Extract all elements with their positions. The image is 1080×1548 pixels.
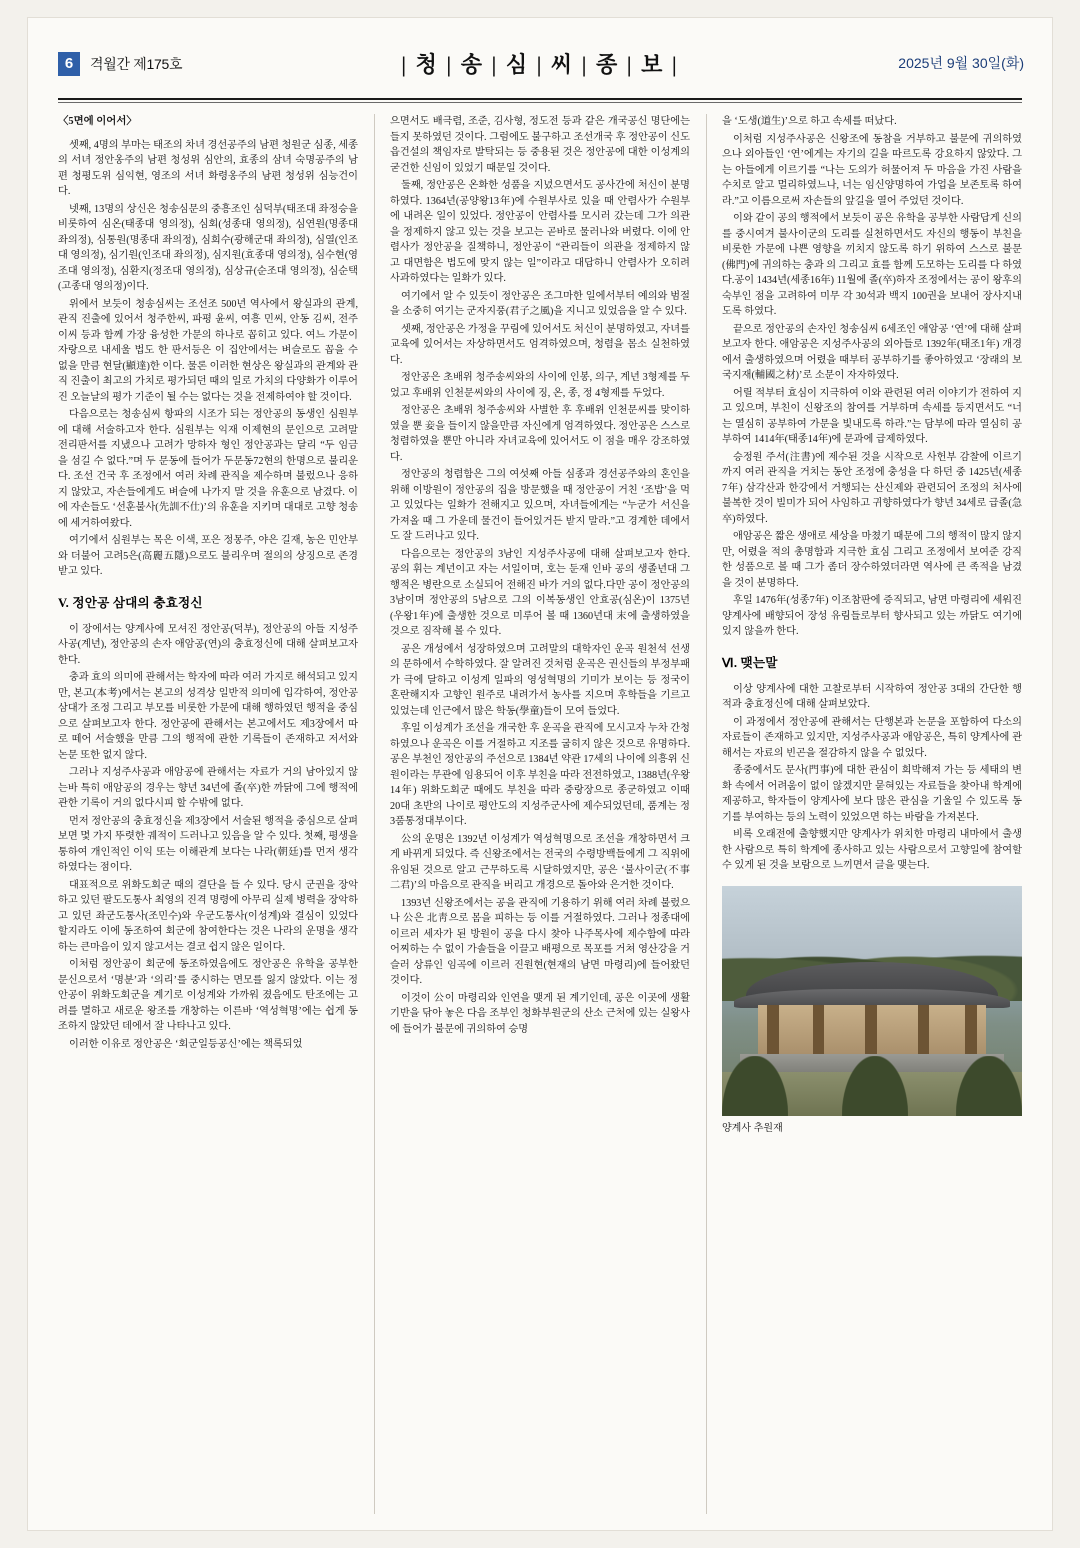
figure bbox=[722, 886, 1022, 1136]
paragraph: 종중에서도 문사(門事)에 대한 관심이 희박해져 가는 등 세태의 변화 속에서 어려움이 없이 않겠지만 묻혀있는 자료들을 찾아내 학계에 제공하고, 학자들이 양계사에 보다 많은 관심을 기울일 수 있도록 동기를 부여하는 등의 노력이 있었으면 하는 바람을 가져본다. bbox=[722, 765, 1022, 823]
paragraph: 이처럼 정안공이 회군에 동조하였음에도 정안공은 유학을 공부한 문신으로서 ‘명분’과 ‘의리’를 중시하는 면모를 잃지 않았다. 이는 정안공이 위화도회군을 계기로 이성계와 가까워 졌음에도 탄조에는 고려를 멸하고 새로운 왕조를 개창하는 이른바 ‘역성혁명’에는 쉽게 동조하지 않았던 데에서 잘 나타나고 있다. bbox=[58, 959, 358, 1033]
paragraph: 셋째, 정안공은 가정을 꾸림에 있어서도 처신이 분명하였고, 자녀를 교육에 있어서는 자상하면서도 엄격하였으며, 청렴을 몸소 실천하였다. bbox=[390, 323, 690, 366]
paragraph: 이 장에서는 양계사에 모셔진 정안공(덕부), 정안공의 아들 지성주사공(계년), 정안공의 손자 애암공(연)의 충효정신에 대해 살펴보고자 한다. bbox=[58, 623, 358, 666]
paragraph: 이것이 公이 마령리와 인연을 맺게 된 계기인데, 공은 이곳에 생활기반을 닦아 놓은 다음 조부인 청화부원군의 산소 근처에 있는 실왕사에 들어가 불문에 귀의하여 승명 bbox=[390, 992, 690, 1035]
paragraph: 비록 오래전에 출향했지만 양계사가 위치한 마령리 내마에서 출생한 사람으로 특히 학계에 종사하고 있는 사람으로서 고향일에 참여할 수 있게 된 것을 보람으로 느끼면서 글을 맺는다. bbox=[722, 829, 1022, 872]
shrine-photo bbox=[722, 886, 1022, 1116]
photo-pillar bbox=[813, 1005, 824, 1056]
column-3 bbox=[722, 114, 1022, 1514]
paragraph: 정안공은 초배위 청주송씨와의 사이에 인봉, 의구, 계년 3형제를 두었고 후배위 인천문씨와의 사이에 징, 온, 종, 정 4형제를 두었다. bbox=[390, 372, 690, 399]
issue-label: 격월간 제175호 bbox=[90, 56, 183, 72]
paragraph: 셋째, 4명의 부마는 태조의 차녀 경선공주의 남편 청원군 심종, 세종의 서녀 정안옹주의 남편 청성위 심안의, 효종의 삼녀 숙명공주의 남편 청평도위 심익현, 영조의 서녀 화령옹주의 남편 청성위 심능건이다. bbox=[58, 139, 358, 198]
issue-date: 2025년 9월 30일(화) bbox=[898, 55, 1024, 71]
paragraph: 끝으로 정안공의 손자인 청송심씨 6세조인 애암공 ‘연’에 대해 살펴보고자 한다. 애암공은 지성주사공의 외아들로 1392年(태조1年) 개경에서 출생하였으며 어렸을 때부터 공부하기를 좋아하였고 ‘장래의 보국지재(輔國之材)’로 소문이 자자하였다. bbox=[722, 323, 1022, 381]
continued-from-note: 〈5면에 이어서〉 bbox=[58, 116, 137, 127]
paragraph: 애암공은 짧은 생애로 세상을 마쳤기 때문에 그의 행적이 많지 않지만, 어렸을 적의 총명함과 지극한 효심 그리고 조정에서 보여준 강직한 성품으로 볼 때 그가 좀더 장수하였더라면 역사에 큰 족적을 남겼을 것이 분명하다. bbox=[722, 531, 1022, 589]
paragraph: 먼저 정안공의 충효정신을 제3장에서 서술된 행적을 중심으로 살펴보면 몇 가지 뚜렷한 궤적이 드러나고 있음을 알 수 있다. 첫째, 평생을 통하여 개인적인 이익 또는 이해관계 보다는 나라(朝廷)를 먼저 생각하였다는 점이다. bbox=[58, 815, 358, 874]
photo-pillar bbox=[965, 1005, 976, 1056]
paragraph: 둘째, 정안공은 온화한 성품을 지녔으면서도 공사간에 처신이 분명하였다. 1364년(공양왕13年)에 수원부사로 있을 때 안렴사가 수원부에 내려온 일이 있었다. 정안공이 안렴사를 모시러 갔는데 그가 의관을 정제하지 않고 있는 것을 보고는 곧바로 물러나와 버렸다. 이에 안렴사가 정안공을 질책하니, 정안공이 “관리들이 의관을 정제하지 않고 대면함은 법도에 맞지 않는 일”이라고 대답하니 안렴사가 오히려 사과하였다는 일화가 있다. bbox=[390, 180, 690, 284]
paragraph: 이러한 이유로 정안공은 ‘회군일등공신’에는 책록되었 bbox=[69, 1038, 303, 1050]
photo-building-body bbox=[758, 1005, 986, 1056]
article-body bbox=[58, 114, 1022, 1514]
paragraph: 어릴 적부터 효심이 지극하여 이와 관련된 여러 이야기가 전하여 지고 있으며, 부친이 신왕조의 참여를 거부하며 속세를 등지면서도 “너는 열심히 공부하여 가문을 빛내도록 하라.”는 담부에 따라 열심히 공부하여 1414年(태종14年)에 문과에 급제하였다. bbox=[722, 387, 1022, 445]
column-2 bbox=[390, 114, 690, 1514]
paragraph: 이 과정에서 정안공에 관해서는 단행본과 논문을 포함하여 다소의 자료들이 존재하고 있지만, 지성주사공과 애암공은, 특히 양계사에 관해서는 자료의 빈곤을 절감하지 않을 수 없었다. bbox=[722, 716, 1022, 759]
paragraph: 공은 개성에서 성장하였으며 고려말의 대학자인 운곡 원천석 선생의 문하에서 수학하였다. 잘 알려진 것처럼 운곡은 권신들의 부정부패가 극에 달하고 이성계 일파의 영성혁명의 기미가 보이는 등 정국이 혼란해지자 고향인 원주로 내려가서 농사를 지으며 후학들을 기르고 있었는데 인근에서 많은 학동(學童)들이 모여 들었다. bbox=[390, 643, 690, 717]
photo-shrub bbox=[722, 1056, 788, 1116]
photo-pillar bbox=[767, 1005, 778, 1056]
masthead bbox=[46, 48, 1034, 92]
paragraph: 이상 양계사에 대한 고찰로부터 시작하여 정안공 3대의 간단한 행적과 충효정신에 대해 살펴보았다. bbox=[722, 683, 1022, 711]
section-heading: Ⅵ. 맺는말 bbox=[722, 655, 778, 670]
paragraph: 정안공은 초배위 청주송씨와 사별한 후 후배위 인천문씨를 맞이하였을 뿐 妾을 들이지 않을만큼 자신에게 엄격하였다. 정안공은 스스로 청렴하였을 뿐만 아니라 자녀교육에 있어서도 이 점을 매우 강조하였다. bbox=[390, 405, 690, 463]
paragraph: 다음으로는 정안공의 3남인 지성주사공에 대해 살펴보고자 한다. 공의 휘는 계년이고 자는 서일이며, 호는 둔재 인바 공의 생졸년대 그 행적은 병란으로 소실되어 전해진 바가 거의 없다.다만 공이 정안공의 3남이며 정안공의 5남으로 그의 이복동생인 안효공(심온)이 1375년(우왕1年)에 출생한 것으로 미루어 볼 때 1360년대 末에 출생하였을 것으로 짐작해 볼 수 있다. bbox=[390, 548, 690, 637]
photo-pillar bbox=[865, 1005, 876, 1056]
paragraph: 여기에서 심원부는 목은 이색, 포은 정몽주, 야은 길재, 농은 민안부와 더불어 고려5은(高麗五隱)으로도 불리우며 절의의 상징으로 존경 받고 있다. bbox=[58, 535, 358, 578]
photo-shrub bbox=[956, 1056, 1022, 1116]
paragraph: 다음으로는 청송심씨 항파의 시조가 되는 정안공의 동생인 심원부에 대해 서술하고자 한다. 심원부는 익재 이제현의 문인으로 고려말 전리판서를 지냈으나 고려가 망하자 형인 정안공과는 달리 “두 임금을 섬길 수 없다.”며 두 문동에 들어가 두문동72현의 한명으로 불리운다. 조선 건국 후 조정에서 여러 차례 관직을 제수하며 불렀으나 응하지 않았고, 자손들에게도 벼슬에 나가지 말 것을 유훈으로 남겼다. 이에 자손들도 ‘선훈불사(先訓不仕)’의 유훈을 지키며 대대로 고향 청송에 세거하여왔다. bbox=[58, 409, 358, 529]
header-divider-thin bbox=[58, 102, 1022, 103]
paragraph: 위에서 보듯이 청송심씨는 조선조 500년 역사에서 왕실과의 관계, 관직 진출에 있어서 청주한씨, 파평 윤씨, 여흥 민씨, 안동 김씨, 전주 이씨 등과 함께 가장 융성한 가문의 하나로 꼽히고 있다. 여느 가문이 자랑으로 내세울 법도 한 판서등은 이 집안에서는 벼슬로도 꼽을 수 없을 만큼 현달(顯達)한 이다. 물론 이러한 현상은 왕실과의 관계와 관직 진출이 최고의 가치로 평가되던 때의 일로 가치의 다양화가 이루어진 오늘날의 평가 기준이 될 수는 없다는 것을 전제하여야 할 것이다. bbox=[58, 298, 358, 403]
page-number-badge: 6 bbox=[58, 52, 80, 76]
paragraph: 여기에서 알 수 있듯이 정안공은 조그마한 일에서부터 예의와 범절을 소중히 여기는 군자지풍(君子之風)을 지니고 있었음을 알 수 있다. bbox=[390, 290, 690, 317]
paragraph: 정안공의 청렴함은 그의 여섯째 아들 심종과 경선공주와의 혼인을 위해 이방원이 정안공의 집을 방문했을 때 정안공이 거친 ‘조밥’을 먹고 있었다는 일화가 전해지고 있으며, 자녀들에게는 “누군가 서신을 가져올 때 그 가운데 물건이 들어있거든 받지 말라.”고 경계한 데에서도 잘 드러나고 있다. bbox=[390, 469, 690, 542]
paragraph: 넷째, 13명의 상신은 청송심문의 중흥조인 심덕부(태조대 좌정승을 비롯하여 심온(태종대 영의정), 심회(성종대 영의정), 심연원(명종대 좌의정), 심통원(명종대 좌의정), 심희수(광해군대 좌의정), 심열(인조대 영의정), 심기원(인조대 좌의정), 심지원(효종대 영의정), 심수현(영조대 영의정), 심환지(정조대 영의정), 심상규(순조대 영의정), 심순택(고종대 영의정)이다. bbox=[58, 203, 358, 293]
column-divider-1 bbox=[374, 114, 375, 1514]
paragraph: 1393년 신왕조에서는 공을 관직에 기용하기 위해 여러 차례 불렀으나 公은 北靑으로 몸을 피하는 등 이를 거절하였다. 그러나 정종대에 이르러 세자가 된 방원이 공을 다시 찾아 나주목사에 제수함에 따라 어찌하는 수 없이 가솔들을 이끌고 배평으로 목포를 거쳐 영산강을 거슬러 상류인 임곡에 이르러 진원현(현재의 남면 마령리)에 들어왔던 것이다. bbox=[390, 897, 690, 986]
paragraph: 公의 운명은 1392년 이성계가 역성혁명으로 조선을 개창하면서 크게 바뀌게 되었다. 즉 신왕조에서는 전국의 수령방백들에게 그 직위에 유임된 것으로 알고 근무하도록 시달하였지만, 공은 ‘불사이군(不事二君)’의 마음으로 관직을 버리고 개경으로 돌아와 은거한 것이다. bbox=[390, 833, 690, 891]
header-divider bbox=[58, 98, 1022, 100]
column-divider-2 bbox=[706, 114, 707, 1514]
figure-caption: 양계사 추원재 bbox=[722, 1122, 783, 1134]
section-heading: V. 정안공 삼대의 충효정신 bbox=[58, 595, 203, 610]
photo-shrub bbox=[842, 1056, 908, 1116]
paragraph: 대표적으로 위화도회군 때의 결단을 들 수 있다. 당시 군권을 장악하고 있던 팔도도통사 최영의 진격 명령에 아무리 실제 병력을 장악하고 있던 좌군도통사(조민수)와 우군도통사(이성계)와 결심이 있었다 할지라도 이에 동조하여 회군에 참여한다는 것은 나라의 운명을 생각하는 큰마음이 있지 않고서는 결코 쉽지 않은 일이다. bbox=[58, 879, 358, 953]
paper-sheet bbox=[28, 18, 1052, 1530]
page-title: | 청 | 송 | 심 | 씨 | 종 | 보 | bbox=[401, 52, 679, 77]
paragraph: 후일 1476年(성종7年) 이조참판에 증직되고, 남면 마령리에 세워진 양계사에 배향되어 장성 유림들로부터 향사되고 있는 까닭도 여기에 있지 않을까 한다. bbox=[722, 595, 1022, 637]
paragraph: 을 ‘도생(道生)’으로 하고 속세를 떠났다. bbox=[722, 116, 897, 127]
paragraph: 이처럼 지성주사공은 신왕조에 동참을 거부하고 불문에 귀의하였으나 외아들인 ‘연’에게는 자기의 길을 따르도록 강요하지 않았다. 그는 아들에게 이르기를 “나는 도의가 허물어져 두 마음을 가진 사람을 수치로 알고 멀리하였느나, 너는 임신양명하여 가업을 보존토록 하여라.”고 이름으로써 자손들의 앞길을 열어 주었던 것이다. bbox=[722, 133, 1022, 207]
paragraph: 으면서도 배극렴, 조준, 김사형, 정도전 등과 같은 개국공신 명단에는 들지 못하였던 것이다. 그럼에도 불구하고 조선개국 후 정안공이 신도읍건설의 책임자로 발탁되는 등 중용된 것은 정안공에 대한 이성계의 굳건한 신임이 있었기 때문일 것이다. bbox=[390, 116, 690, 174]
column-1 bbox=[58, 114, 358, 1514]
paragraph: 승정원 주서(注書)에 제수된 것을 시작으로 사헌부 감찰에 이르기까지 여러 관직을 거치는 동안 조정에 충성을 다 하던 중 1425년(세종7年) 삼각산과 한강에서 거행되는 산신제와 관련되어 조정의 처사에 불복한 것이 빌미가 되어 사임하고 귀향하였다가 향년 34세로 급졸(急卒)하였다. bbox=[722, 451, 1023, 525]
paragraph: 그러나 지성주사공과 애암공에 관해서는 자료가 거의 남아있지 않는바 특히 애암공의 경우는 향년 34년에 졸(卒)한 까닭에 그에 행적에 관한 기록이 거의 없다시피 할 수밖에 없다. bbox=[58, 767, 358, 810]
photo-pillar bbox=[918, 1005, 929, 1056]
paragraph: 이와 같이 공의 행적에서 보듯이 공은 유학을 공부한 사람답게 신의를 중시여겨 불사이군의 도리를 실천하면서도 자신의 행동이 부친을 비롯한 가문에 나쁜 영향을 끼치지 않도록 하기 위하여 스스로 불문(佛門)에 귀의하는 충과 의 그리고 효를 함께 도모하는 도리를 다 하였다.공이 1434년(세종16年) 11월에 졸(卒)하자 조정에서는 공이 왕후의 숙부인 점을 고려하여 미무 각 30석과 백지 100권을 보내어 장사지내도록 하였다. bbox=[722, 213, 1022, 317]
paragraph: 충과 효의 의미에 관해서는 학자에 따라 여러 가지로 해석되고 있지만, 본고(本考)에서는 본고의 성격상 일반적 의미에 입각하여, 정안공 삼대가 조정 그리고 부모를 비롯한 가문에 대해 행하였던 행적을 중심으로 살펴보고자 한다. 정안공에 관해서는 본고에서도 제3장에서 따로 떼어 서술했을 만큼 그의 행적에 관한 기록들이 존재하고 저서와 논문 또한 없지 않다. bbox=[58, 672, 358, 761]
paragraph: 후일 이성계가 조선을 개국한 후 운곡을 관직에 모시고자 누차 간청하였으나 운곡은 이를 거절하고 지조를 굽히지 않은 것으로 유명하다.공은 부천인 정안공의 주선으로 1384년 약관 17세의 나이에 의흥위 신원이라는 무관에 임용되어 이후 부친을 따라 전전하였고, 1388년(우왕14年) 위화도회군 때에도 부친을 따라 중랑장으로 종군하였고 이때 20대 초반의 나이로 평안도의 지성주군사에 제수되었던데, 품계는 정3품통정대부이다. bbox=[390, 723, 691, 827]
